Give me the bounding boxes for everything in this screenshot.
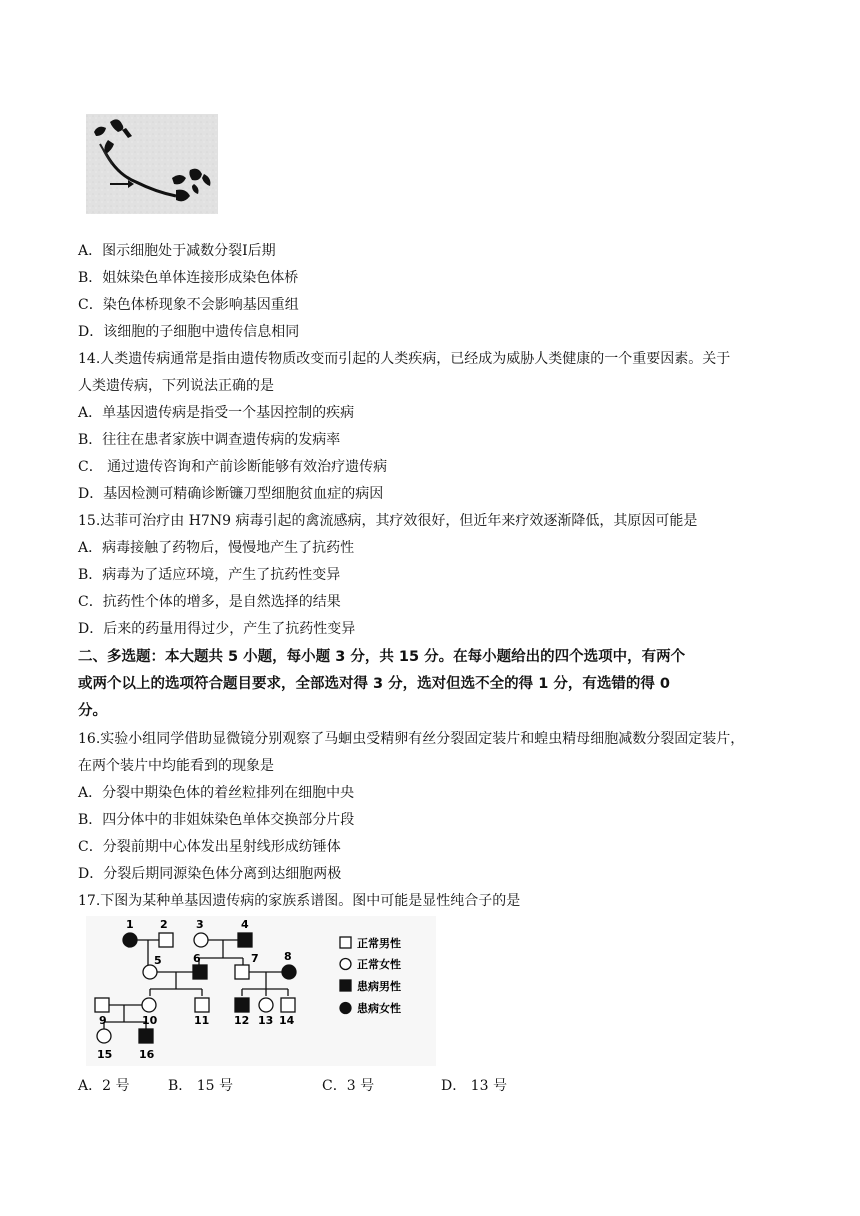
pedigree-label-7: 7 — [251, 952, 259, 965]
q14-option-a: A．单基因遗传病是指受一个基因控制的疾病 — [78, 405, 355, 421]
q15-option-c: C．抗药性个体的增多，是自然选择的结果 — [78, 594, 341, 610]
q17-option-a: A．2 号 — [78, 1078, 130, 1094]
pedigree-chart — [86, 916, 436, 1066]
q17-stem: 17.下图为某种单基因遗传病的家族系谱图。图中可能是显性纯合子的是 — [78, 893, 521, 909]
pedigree-label-5: 5 — [154, 954, 162, 967]
pedigree-label-9: 9 — [99, 1014, 107, 1027]
pedigree-label-2: 2 — [160, 918, 168, 931]
chromosome-bridge-micrograph — [86, 114, 218, 214]
q13-option-b: B．姐妹染色单体连接形成染色体桥 — [78, 270, 299, 286]
legend-normal-female: 正常女性 — [357, 958, 401, 971]
q15-option-b: B．病毒为了适应环境，产生了抗药性变异 — [78, 567, 341, 583]
q16-stem-line1: 16.实验小组同学借助显微镜分别观察了马蛔虫受精卵有丝分裂固定装片和蝗虫精母细胞减数分裂固定装片， — [78, 731, 745, 747]
q16-option-c: C．分裂前期中心体发出星射线形成纺锤体 — [78, 839, 341, 855]
q14-stem-line1: 14.人类遗传病通常是指由遗传物质改变而引起的人类疾病，已经成为威胁人类健康的一个重要因素。关于 — [78, 351, 731, 367]
q16-option-b: B．四分体中的非姐妹染色单体交换部分片段 — [78, 812, 355, 828]
q13-option-d: D．该细胞的子细胞中遗传信息相同 — [78, 324, 300, 340]
q15-stem: 15.达菲可治疗由 H7N9 病毒引起的禽流感病，其疗效很好，但近年来疗效逐渐降低，其原因可能是 — [78, 513, 698, 529]
q17-option-c: C．3 号 — [322, 1078, 375, 1094]
q16-option-a: A．分裂中期染色体的着丝粒排列在细胞中央 — [78, 785, 355, 801]
pedigree-label-16: 16 — [139, 1048, 155, 1061]
pedigree-label-10: 10 — [142, 1014, 158, 1027]
pedigree-label-6: 6 — [193, 952, 201, 965]
legend-affected-male: 患病男性 — [357, 980, 401, 993]
q13-option-a: A．图示细胞处于减数分裂Ⅰ后期 — [78, 243, 276, 259]
q14-stem-line2: 人类遗传病，下列说法正确的是 — [78, 378, 274, 394]
q16-stem-line2: 在两个装片中均能看到的现象是 — [78, 758, 274, 774]
q15-option-d: D．后来的药量用得过少，产生了抗药性变异 — [78, 621, 356, 637]
q14-option-b: B．往往在患者家族中调查遗传病的发病率 — [78, 432, 341, 448]
pedigree-label-11: 11 — [194, 1014, 210, 1027]
section2-heading-line1: 二、多选题：本大题共 5 小题，每小题 3 分，共 15 分。在每小题给出的四个选项中，有两个 — [78, 649, 686, 665]
legend-normal-male: 正常男性 — [357, 937, 401, 950]
pedigree-label-3: 3 — [196, 918, 204, 931]
q17-option-d: D． 13 号 — [441, 1078, 507, 1094]
q14-option-d: D．基因检测可精确诊断镰刀型细胞贫血症的病因 — [78, 486, 384, 502]
legend-affected-female: 患病女性 — [357, 1002, 401, 1015]
q16-option-d: D．分裂后期同源染色体分离到达细胞两极 — [78, 866, 342, 882]
pedigree-label-15: 15 — [97, 1048, 113, 1061]
q14-option-c: C． 通过遗传咨询和产前诊断能够有效治疗遗传病 — [78, 459, 388, 475]
pedigree-label-4: 4 — [241, 918, 249, 931]
pedigree-label-8: 8 — [284, 950, 292, 963]
section2-heading-line3: 分。 — [78, 703, 107, 719]
q13-option-c: C．染色体桥现象不会影响基因重组 — [78, 297, 299, 313]
pedigree-label-1: 1 — [126, 918, 134, 931]
q17-option-b: B． 15 号 — [168, 1078, 234, 1094]
pedigree-label-14: 14 — [279, 1014, 295, 1027]
pedigree-label-13: 13 — [258, 1014, 274, 1027]
pedigree-label-12: 12 — [234, 1014, 250, 1027]
q15-option-a: A．病毒接触了药物后，慢慢地产生了抗药性 — [78, 540, 355, 556]
section2-heading-line2: 或两个以上的选项符合题目要求，全部选对得 3 分，选对但选不全的得 1 分，有选错的得 0 — [78, 676, 671, 692]
